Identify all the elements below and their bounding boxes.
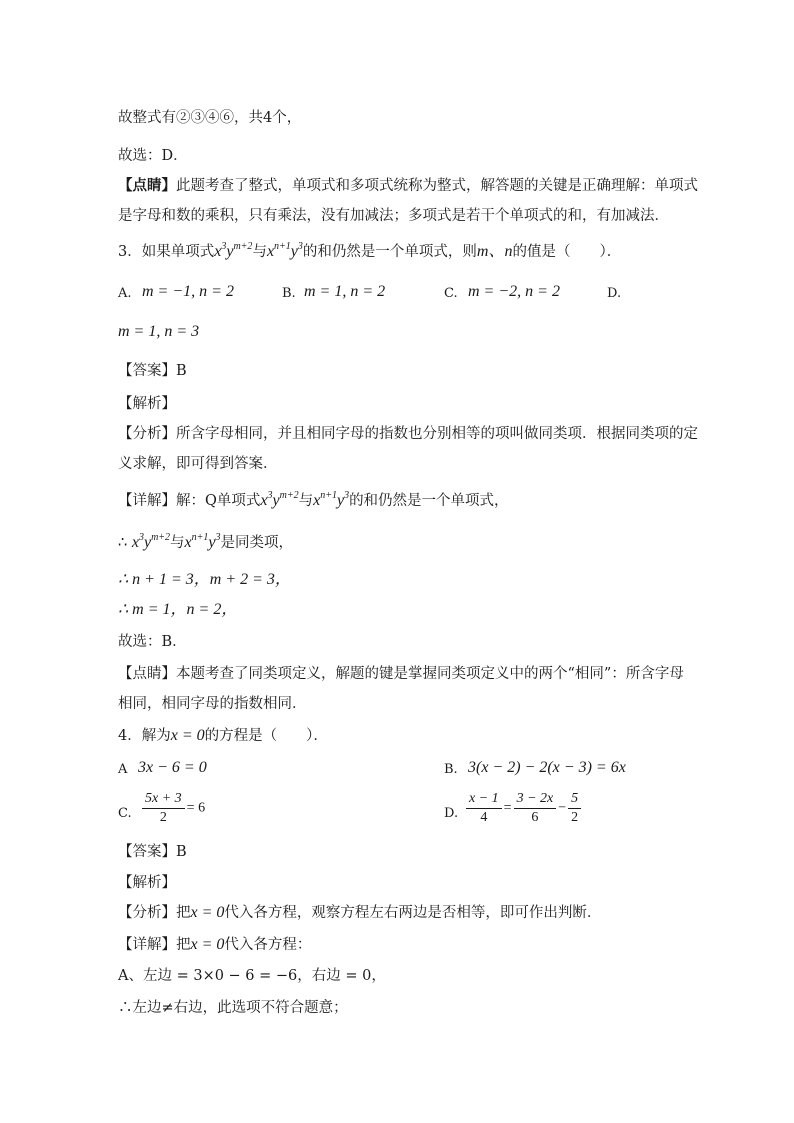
step1-term-2: $x^{n+1}y^3$ — [184, 532, 221, 551]
q4-c-fraction — [142, 790, 185, 827]
q4-d-fraction-3 — [568, 790, 581, 827]
q4-option-c-label: C. — [118, 806, 132, 821]
q3-option-c: m = −2, n = 2 — [468, 283, 560, 300]
q4-x: x = 0 — [170, 727, 205, 744]
equals-sign: = — [503, 800, 512, 816]
q3-option-b-label: B. — [282, 286, 296, 301]
question-3 — [118, 242, 621, 262]
q4-option-d — [464, 790, 583, 827]
detail-3-term-2: $x^{n+1}y^3$ — [313, 490, 350, 509]
q4-d-den-3: 2 — [571, 810, 579, 825]
minus-sign: − — [558, 800, 567, 816]
detail-3-step-1 — [118, 533, 293, 553]
detail-3-term-1: $x^3y^{m+2}$ — [260, 490, 299, 509]
q4-d-num-3: 5 — [568, 790, 581, 809]
detail-3-step-3: ∴ m = 1，n = 2， — [118, 601, 238, 618]
q3-suffix: 的和仍然是一个单项式，则 — [302, 244, 477, 260]
detail-3-step-2: ∴ n + 1 = 3，m + 2 = 3， — [118, 571, 291, 588]
analysis-3-cont: 义求解，即可得到答案． — [118, 456, 278, 472]
detail-4-conclusion: ∴左边≠右边，此选项不符合题意； — [118, 1000, 348, 1016]
comment-line-2: 是字母和数的乘积，只有乘法，没有加减法；多项式是若干个单项式的和，有加减法． — [118, 208, 669, 224]
q3-term-2: $x^{n+1}y^3$ — [266, 241, 303, 260]
q4-d-den-1: 4 — [480, 810, 488, 825]
step1-mid: 与 — [170, 535, 185, 551]
q4-d-num-1: x − 1 — [466, 790, 502, 809]
analysis-4-heading: 【解析】 — [118, 875, 176, 891]
analysis-3-heading: 【解析】 — [118, 396, 176, 412]
summary-line — [118, 108, 301, 128]
summary-count: 4 — [263, 110, 273, 126]
q4-option-d-label: D. — [444, 806, 459, 821]
q3-mn: m、n — [476, 243, 513, 260]
detail-4-option-a: A、左边 = 3×0 − 6 = −6，右边 = 0， — [118, 968, 386, 984]
comment-line — [118, 176, 698, 196]
analysis-3: 【分析】所含字母相同，并且相同字母的指数也分别相等的项叫做同类项．根据同类项的定 — [118, 426, 698, 442]
detail-4-b: 代入各方程： — [224, 937, 312, 953]
q4-option-b-label: B. — [444, 762, 458, 777]
q4-d-num-2: 3 − 2x — [514, 790, 557, 809]
comment-3-cont: 相同，相同字母的指数相同． — [118, 696, 307, 712]
summary-text: 故整式有②③④⑥，共 — [118, 110, 263, 126]
answer-4: 【答案】B — [118, 844, 187, 860]
detail-4 — [118, 935, 311, 955]
q3-term-1: $x^3y^{m+2}$ — [214, 241, 253, 260]
step1-term-1: $x^3y^{m+2}$ — [131, 532, 171, 551]
q3-mid: 与 — [252, 244, 267, 260]
q4-c-rhs: = 6 — [186, 800, 206, 816]
choice-line: 故选：D． — [118, 148, 188, 164]
q3-option-d: m = 1, n = 3 — [118, 323, 200, 340]
therefore-symbol: ∴ — [118, 535, 128, 551]
analysis-4-a: 【分析】把 — [118, 905, 191, 921]
comment-text: 此题考查了整式，单项式和多项式统称为整式，解答题的关键是正确理解：单项式 — [176, 178, 698, 194]
analysis-4 — [118, 903, 601, 923]
q4-prefix: 4．解为 — [118, 728, 171, 744]
detail-4-x: x = 0 — [190, 936, 225, 953]
q3-option-c-label: C. — [444, 286, 458, 301]
q3-option-d-label: D. — [607, 286, 622, 301]
q4-d-den-2: 6 — [531, 810, 539, 825]
q3-prefix: 3．如果单项式 — [118, 244, 215, 260]
answer-3: 【答案】B — [118, 363, 187, 379]
q4-option-c — [140, 790, 205, 827]
detail-3-b: 与 — [298, 493, 314, 509]
q4-c-denominator: 2 — [159, 810, 167, 825]
q4-d-fraction-1 — [466, 790, 502, 827]
detail-3-a: 【详解】解：Q单项式 — [118, 493, 261, 509]
comment-3: 【点睛】本题考查了同类项定义，解题的键是掌握同类项定义中的两个“相同”：所含字母 — [118, 666, 684, 682]
analysis-4-b: 代入各方程，观察方程左右两边是否相等，即可作出判断． — [224, 905, 602, 921]
q4-option-a: 3x − 6 = 0 — [138, 759, 207, 776]
question-4 — [118, 726, 328, 746]
q4-c-numerator: 5x + 3 — [142, 790, 185, 809]
q3-end: 的值是（ ）． — [512, 244, 622, 260]
q3-option-a-label: A. — [118, 286, 132, 301]
detail-3-c: 的和仍然是一个单项式， — [349, 493, 509, 509]
analysis-4-x: x = 0 — [190, 904, 225, 921]
q4-end: 的方程是（ ）． — [204, 728, 328, 744]
summary-suffix: 个， — [272, 110, 302, 126]
step1-end: 是同类项， — [220, 535, 294, 551]
detail-3 — [118, 491, 509, 511]
q4-d-fraction-2 — [514, 790, 557, 827]
q3-option-a: m = −1, n = 2 — [142, 283, 234, 300]
q4-option-a-label: A — [118, 762, 128, 777]
choice-3: 故选：B． — [118, 634, 187, 650]
q4-option-b: 3(x − 2) − 2(x − 3) = 6x — [468, 759, 626, 776]
q3-option-b: m = 1, n = 2 — [304, 283, 386, 300]
detail-4-a: 【详解】把 — [118, 937, 191, 953]
comment-tag: 【点睛】 — [118, 177, 176, 194]
